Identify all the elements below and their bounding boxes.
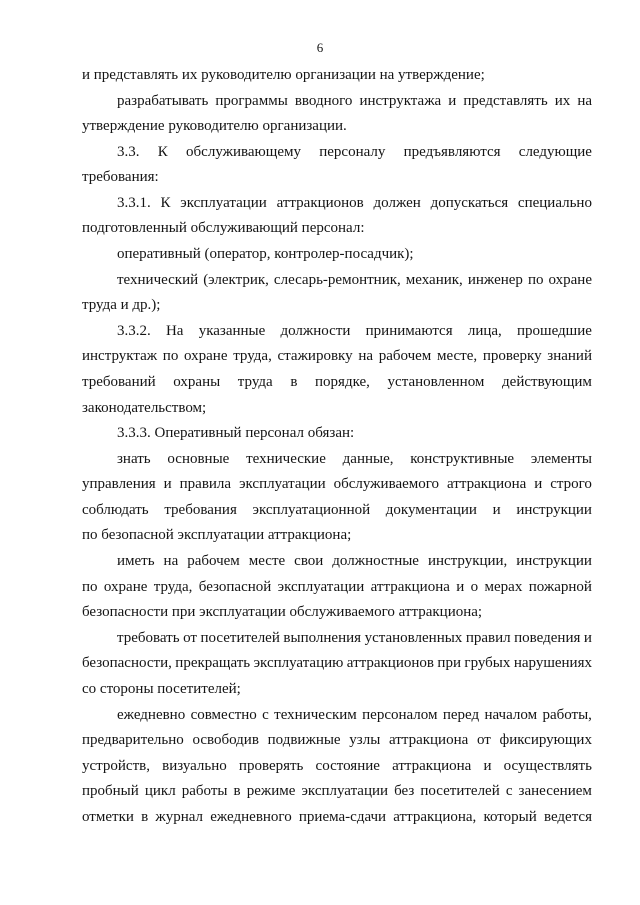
text-line: законодательством;: [82, 400, 207, 416]
text-line: требовать от посетителей выполнения установленных правил поведения и: [117, 630, 592, 646]
text-line: соблюдать требования эксплуатационной документации и инструкции: [82, 502, 592, 518]
text-line: управления и правила эксплуатации обслуживаемого аттракциона и строго: [82, 476, 592, 492]
text-line: пробный цикл работы в режиме эксплуатации без посетителей с занесением: [82, 783, 592, 799]
text-line: инструктаж по охране труда, стажировку на рабочем месте, проверку знаний: [82, 348, 592, 364]
text-line: технический (электрик, слесарь-ремонтник, механик, инженер по охране: [117, 272, 592, 288]
text-line: по безопасной эксплуатации аттракциона;: [82, 527, 352, 543]
text-line: предварительно освободив подвижные узлы аттракциона от фиксирующих: [82, 732, 592, 748]
text-line: и представлять их руководителю организации на утверждение;: [82, 67, 485, 83]
text-line: по охране труда, безопасной эксплуатации аттракциона и о мерах пожарной: [82, 579, 592, 595]
text-line: 3.3. К обслуживающему персоналу предъявляются следующие: [117, 144, 592, 160]
text-line: 3.3.2. На указанные должности принимаются лица, прошедшие: [117, 323, 592, 339]
text-line: разрабатывать программы вводного инструктажа и представлять их на: [117, 93, 592, 109]
text-line: знать основные технические данные, конструктивные элементы: [117, 451, 592, 467]
text-line: требования:: [82, 169, 159, 185]
text-line: со стороны посетителей;: [82, 681, 241, 697]
text-line: 3.3.3. Оперативный персонал обязан:: [117, 425, 355, 441]
text-line: иметь на рабочем месте свои должностные инструкции, инструкции: [117, 553, 592, 569]
text-line: 3.3.1. К эксплуатации аттракционов должен допускаться специально: [117, 195, 592, 211]
text-line: утверждение руководителю организации.: [82, 118, 347, 134]
text-line: труда и др.);: [82, 297, 161, 313]
text-line: безопасности при эксплуатации обслуживаемого аттракциона;: [82, 604, 483, 620]
text-line: безопасности, прекращать эксплуатацию аттракционов при грубых нарушениях: [82, 655, 592, 671]
text-line: оперативный (оператор, контролер-посадчик);: [117, 246, 414, 262]
text-line: ежедневно совместно с техническим персоналом перед началом работы,: [117, 707, 592, 723]
page-number: 6: [316, 40, 324, 55]
text-line: отметки в журнал ежедневного приема-сдачи аттракциона, который ведется: [82, 809, 592, 825]
text-line: устройств, визуально проверять состояние аттракциона и осуществлять: [82, 758, 592, 774]
text-line: подготовленный обслуживающий персонал:: [82, 220, 365, 236]
text-line: требований охраны труда в порядке, установленном действующим: [82, 374, 592, 390]
